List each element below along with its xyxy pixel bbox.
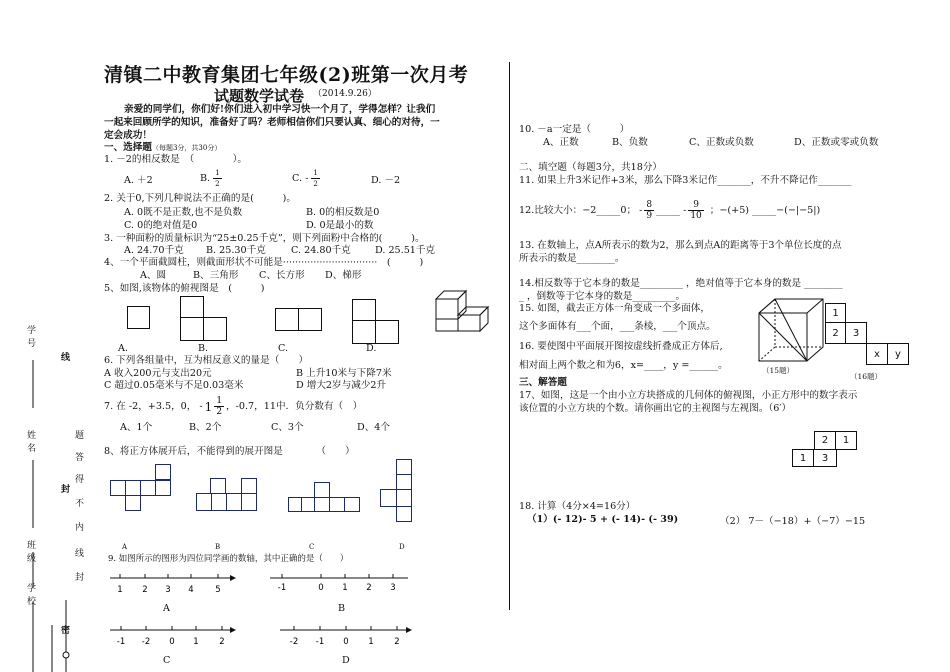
figure-square <box>352 320 376 344</box>
q8-label-a: A <box>122 543 128 551</box>
q14-line-1: 14.相反数等于它本身的数是_________ ，绝对值等于它本身的数是 ________ <box>519 278 843 289</box>
q2-option-b: B. 0的相反数是0 <box>306 207 380 218</box>
q10-option-a: A、正数 <box>543 137 579 148</box>
q9-a-tick-label: 1 <box>117 585 123 595</box>
q6-option-b: B 上升10米与下降7米 <box>296 368 392 379</box>
q16-net-cell: 3 <box>845 322 867 344</box>
q17-line-1: 17、如图，这是一个由小立方块搭成的几何体的俯视图，小正方形中的数字表示 <box>519 390 858 401</box>
q9-label-d: D <box>342 655 350 666</box>
q5-stem: 5、如图,该物体的俯视图是 ( ) <box>104 283 265 294</box>
q3-option-d: D. 25.51千克 <box>375 245 436 256</box>
section-1-note: （每题3分，共30分） <box>151 144 222 152</box>
binding-secret-mark: 密 <box>59 625 69 638</box>
q4-stem: 4、一个平面截圆柱，则截面形状不可能是······························· ( ) <box>104 257 424 268</box>
q9-c-tick-label: -1 <box>116 637 126 647</box>
q1-option-b <box>200 168 222 189</box>
section-2-heading: 二、填空题（每题3分，共18分） <box>519 162 663 173</box>
binding-warn-char: 得 <box>73 474 83 487</box>
q3-option-c: C. 24.80千克 <box>291 245 351 256</box>
q16-figure-label: （16题） <box>850 372 883 381</box>
q7-frac-den: 2 <box>216 407 223 417</box>
q2-option-a: A. 0既不是正数,也不是负数 <box>124 207 243 218</box>
q16-line-2: 相对面上两个数之和为6，x=____，y =______。 <box>519 360 728 371</box>
q9-a-tick-label: 5 <box>215 585 221 595</box>
q9-number-line-d <box>278 620 418 650</box>
q10-option-c: C、正数或负数 <box>689 137 754 148</box>
q7-option-c: C、3个 <box>271 422 304 433</box>
q17-grid-cell: 2 <box>814 431 836 450</box>
q9-number-line-a <box>108 568 238 598</box>
binding-line-mark: 线 <box>59 352 69 365</box>
q3-stem: 3. 一种面粉的质量标识为“25±0.25千克”，则下列面粉中合格的( )。 <box>104 233 425 244</box>
q6-option-c: C 超过0.05毫米与不足0.03毫米 <box>104 380 244 391</box>
q9-c-tick-label: 2 <box>219 637 225 647</box>
q7-stem-a: 7. 在 -2，+3.5，0， - <box>104 400 203 412</box>
q12-f2-den: 10 <box>690 211 702 221</box>
q13-line-2: 所表示的数是________。 <box>519 253 625 264</box>
q4-option-a: A、圆 <box>140 270 167 281</box>
q17-grid-cell: 1 <box>835 431 857 450</box>
q5-label-b: B. <box>198 343 209 354</box>
q9-d-tick-label: 1 <box>368 637 374 647</box>
q9-b-tick-label: 1 <box>342 583 348 593</box>
q5-option-c-figure <box>275 308 323 332</box>
binding-warn-char: 题 <box>73 430 83 443</box>
binding-name-label: 姓名 <box>25 430 35 456</box>
q2-stem: 2. 关于0,下列几种说法不正确的是( )。 <box>104 193 296 204</box>
column-divider <box>509 62 510 610</box>
q7-option-b: B、2个 <box>189 422 222 433</box>
binding-class-label: 班级 <box>25 540 35 566</box>
q12-text: 12.比较大小：−2_____0； - $\frac{8}{9}$ _____ - $\frac{9}{10}$ ；−(+5) _____−(−|−5|) <box>519 200 821 221</box>
q1-b-den: 2 <box>215 180 220 188</box>
q12-fraction-2 <box>688 200 703 221</box>
q9-label-c: C <box>163 655 171 666</box>
figure-square <box>298 308 322 331</box>
figure-square <box>203 317 227 341</box>
q16-net-cell: 1 <box>825 303 846 323</box>
q9-b-tick-label: 3 <box>390 583 396 593</box>
q1-option-c-label: C. - <box>292 173 309 184</box>
q4-option-b: B、三角形 <box>193 270 239 281</box>
q5-option-d-figure <box>352 299 400 345</box>
q7-stem-b: ，-0.7，11中．负分数有（ ） <box>226 400 363 412</box>
page-title: 清镇二中教育集团七年级(2)班第一次月考 <box>104 64 469 86</box>
q7-fraction <box>214 396 224 417</box>
q15-cube-figure <box>755 295 827 363</box>
q9-stem: 9. 如图所示的图形为四位同学画的数轴，其中正确的是（ ） <box>108 554 349 564</box>
q1-option-d: D. －2 <box>371 175 401 186</box>
q16-line-1: 16. 要使图中平面展开图按虚线折叠成正方体后, <box>519 341 723 352</box>
q9-a-tick-label: 2 <box>142 585 148 595</box>
q9-number-line-b <box>268 568 418 598</box>
q14-line-2: _ ，倒数等于它本身的数是_________。 <box>519 291 686 302</box>
q9-label-a: A <box>163 603 170 614</box>
binding-warn-char: 内 <box>73 522 83 535</box>
q1-option-c-fraction <box>311 168 319 189</box>
figure-square <box>375 320 399 344</box>
intro-line-3: 定会成功！ <box>104 130 152 141</box>
q12-part-b: ；−(+5) _____−(−|−5|) <box>709 204 821 216</box>
q3-option-b: B. 25.30千克 <box>206 245 266 256</box>
q4-option-d: D、梯形 <box>325 270 362 281</box>
q8-option-b-net <box>196 478 276 518</box>
q17-grid-cell: 1 <box>792 449 814 467</box>
q2-option-d: D. 0是最小的数 <box>306 220 374 231</box>
q12-part-a: 12.比较大小：−2_____0； <box>519 204 637 216</box>
q9-a-tick-label: 4 <box>188 585 194 595</box>
q5-label-a: A. <box>118 343 128 354</box>
q9-b-tick-label: 0 <box>318 583 324 593</box>
q8-label-c: C <box>309 543 315 551</box>
q16-net-cell: y <box>887 343 909 365</box>
q17-grid-cell: 3 <box>813 449 837 467</box>
q5-label-c: C. <box>278 343 289 354</box>
q9-d-tick-label: 0 <box>343 637 349 647</box>
q9-d-tick-label: -1 <box>315 637 325 647</box>
q5-option-b-figure <box>180 296 228 342</box>
q10-option-d: D、正数或零或负数 <box>794 137 879 148</box>
q1-option-b-fraction <box>213 168 221 189</box>
figure-square <box>180 296 204 318</box>
q5-solid-figure <box>430 287 492 335</box>
q9-a-tick-label: 3 <box>165 585 171 595</box>
q17-line-2: 该位置的小立方块的个数。请你画出它的主视图与左视图。（6′） <box>519 403 792 414</box>
q2-option-c: C. 0的绝对值是0 <box>124 220 198 231</box>
intro-line-1: 亲爱的同学们，你们好!你们进入初中学习快一个月了，学得怎样？让我们 <box>124 104 436 115</box>
q11-text: 11. 如果上升3米记作+3米，那么下降3米记作_______，不升不降记作_______ <box>519 175 852 186</box>
q9-d-tick-label: -2 <box>289 637 299 647</box>
figure-square <box>275 308 299 331</box>
q5-option-a-figure <box>127 306 150 329</box>
q7-frac-num: 1 <box>216 396 223 406</box>
q18-part-2: （2） 7－（−18）+（−7）−15 <box>720 516 866 527</box>
q8-option-a-net <box>110 464 180 514</box>
q13-line-1: 13. 在数轴上，点A所表示的数为2，那么到点A的距离等于3个单位长度的点 <box>519 240 842 251</box>
q10-stem: 10. －a一定是（ ） <box>519 124 630 135</box>
q9-c-tick-label: 0 <box>169 637 175 647</box>
q1-stem: 1. －2的相反数是 （ ）。 <box>104 154 248 165</box>
q9-label-b: B <box>338 603 346 614</box>
q18-stem: 18. 计算（4分×4=16分） <box>519 501 636 512</box>
q9-number-line-c <box>108 620 238 650</box>
q7-frac-whole: 1 <box>204 399 213 414</box>
q4-option-c: C、长方形 <box>259 270 305 281</box>
intro-line-2: 一起来回顾所学的知识，准备好了吗？老师相信你们只要认真、细心的对待，一 <box>104 117 440 128</box>
q12-fraction-1 <box>644 200 654 221</box>
figure-square <box>180 317 204 341</box>
q9-d-tick-label: 2 <box>394 637 400 647</box>
section-1-heading <box>104 142 221 154</box>
q16-net-cell: x <box>866 343 888 365</box>
q18-part-1: （1）(- 12)- 5 + (- 14)- (- 39) <box>527 514 679 525</box>
q9-c-tick-label: -2 <box>141 637 151 647</box>
q6-stem: 6. 下列各组量中，互为相反意义的量是（ ） <box>104 355 309 366</box>
q9-c-tick-label: 1 <box>193 637 199 647</box>
q8-label-b: B <box>215 543 221 551</box>
binding-school-label: 学校 <box>25 583 35 609</box>
exam-date: （2014.9.26） <box>313 89 377 99</box>
q1-c-den: 2 <box>313 180 318 188</box>
q15-line-1: 15. 如图，截去正方体一角变成一个多面体， <box>519 303 710 314</box>
q3-option-a: A. 24.70千克 <box>124 245 184 256</box>
q9-b-tick-label: 2 <box>366 583 372 593</box>
q16-net-cell: 2 <box>825 322 846 344</box>
section-1-title: 一、选择题 <box>104 142 152 153</box>
binding-seal-mark: 封 <box>59 484 69 497</box>
q8-stem: 8、将正方体展开后，不能得到的展开图是 （ ） <box>104 446 355 457</box>
binding-warn-char: 线 <box>73 548 83 561</box>
q1-c-num: 1 <box>313 169 318 177</box>
q7-option-a: A、1个 <box>120 422 153 433</box>
q8-option-d-net <box>380 459 430 539</box>
q7-stem <box>104 396 362 417</box>
binding-student-id-label: 学号 <box>25 325 35 351</box>
binding-warn-char: 封 <box>73 572 83 585</box>
q1-option-c <box>292 168 320 189</box>
binding-warn-char: 不 <box>73 498 83 511</box>
section-3-heading: 三、解答题 <box>519 377 567 388</box>
q8-option-c-net <box>288 482 368 522</box>
figure-square <box>352 299 376 321</box>
q5-label-d: D. <box>366 343 377 354</box>
q12-mid: _____ - <box>656 204 687 216</box>
q7-option-d: D、4个 <box>357 422 390 433</box>
binding-warn-char: 答 <box>73 452 83 465</box>
page-subtitle: 试题数学试卷 <box>214 87 305 105</box>
q1-b-num: 1 <box>215 169 220 177</box>
q6-option-a: A 收入200元与支出20元 <box>104 368 212 379</box>
q8-label-d: D <box>399 543 405 551</box>
q15-line-2: 这个多面体有___个面，___条棱，___个顶点。 <box>519 321 716 332</box>
q15-figure-label: （15题） <box>762 366 795 375</box>
q1-option-b-label: B. <box>200 173 211 184</box>
q9-b-tick-label: -1 <box>277 583 287 593</box>
q10-option-b: B、负数 <box>612 137 648 148</box>
q12-f1-den: 9 <box>646 211 653 221</box>
q6-option-d: D 增大2岁与减少2升 <box>296 380 387 391</box>
q1-option-a: A. ＋2 <box>124 175 153 186</box>
q12-f1-num: 8 <box>646 200 653 210</box>
q12-f2-num: 9 <box>688 200 703 211</box>
